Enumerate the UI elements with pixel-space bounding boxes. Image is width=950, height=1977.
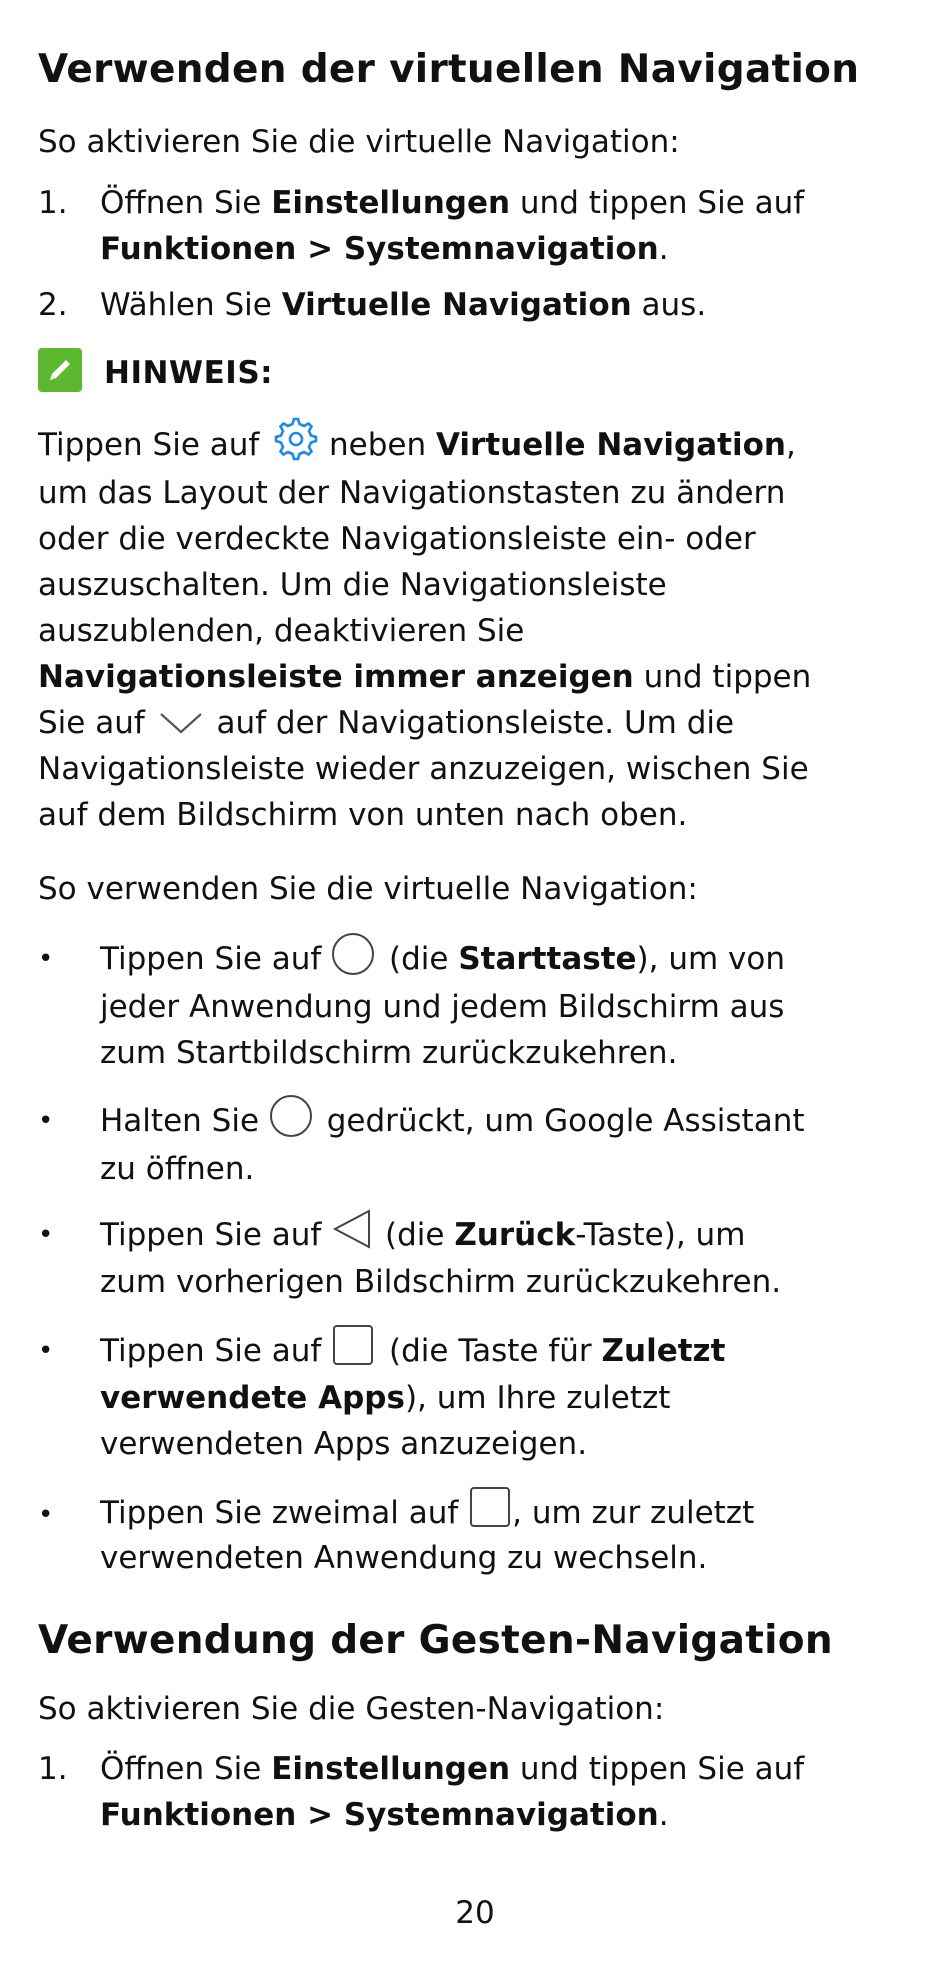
section-title-virtual-navigation: Verwenden der virtuellen Navigation [38, 47, 860, 92]
bullet-back: • Tippen Sie auf (die Zurück-Taste), um zum vorherigen Bildschirm zurückzukehren. [38, 1212, 918, 1305]
bullet-recent: • Tippen Sie auf (die Taste für Zuletzt verwendete Apps), um Ihre zuletzt verwendeten Apps anzuzeigen. [38, 1328, 918, 1467]
bullet-assistant: • Halten Sie gedrückt, um Google Assistant zu öffnen. [38, 1098, 918, 1192]
bullet-switch: • Tippen Sie zweimal auf , um zur zuletzt verwendeten Anwendung zu wechseln. [38, 1492, 918, 1579]
step-number: 1. [38, 1751, 68, 1787]
intro-use-virtual: So verwenden Sie die virtuelle Navigation: [38, 871, 698, 907]
note-label: HINWEIS: [104, 355, 274, 391]
pencil-icon [38, 348, 82, 392]
step-1: 1. Öffnen Sie Einstellungen und tippen Sie auf Funktionen > Systemnavigation. [38, 180, 918, 272]
recent-apps-square-icon [331, 1323, 379, 1367]
step-number: 1. [38, 185, 68, 221]
chevron-down-icon [155, 705, 207, 735]
bullet-home: • Tippen Sie auf (die Starttaste), um von jeder Anwendung und jedem Bildschirm aus zum Startbildschirm zurückzukehren. [38, 936, 918, 1076]
intro-enable-virtual: So aktivieren Sie die virtuelle Navigation: [38, 124, 680, 160]
note-text: Tippen Sie auf neben Virtuelle Navigation, um das Layout der Navigationstasten zu ändern oder die verdeckte Navigationsleiste ein- oder auszuschalten. Um die Navigationsleiste auszublenden, deaktivieren Sie Navigationsleiste immer anzeigen und tippen Sie auf auf der Navigationsleiste. Um die Navigationsleiste wieder anzuzeigen, wischen Sie auf dem Bildschirm von unten nach oben. [38, 422, 918, 838]
step-2: 2. Wählen Sie Virtuelle Navigation aus. [38, 282, 918, 328]
settings-link: Einstellungen [271, 185, 511, 221]
gesture-step-1: 1. Öffnen Sie Einstellungen und tippen Sie auf Funktionen > Systemnavigation. [38, 1746, 918, 1838]
menu-path: Funktionen > Systemnavigation [100, 231, 659, 267]
back-triangle-icon [331, 1207, 375, 1251]
step-number: 2. [38, 287, 68, 323]
home-circle-icon [269, 1092, 317, 1138]
page-number: 20 [455, 1895, 495, 1931]
section-title-gesture-navigation: Verwendung der Gesten-Navigation [38, 1618, 833, 1663]
intro-enable-gesture: So aktivieren Sie die Gesten-Navigation: [38, 1691, 665, 1727]
settings-gear-icon [269, 412, 319, 458]
home-circle-icon [331, 930, 379, 976]
recent-apps-square-icon [468, 1485, 512, 1529]
